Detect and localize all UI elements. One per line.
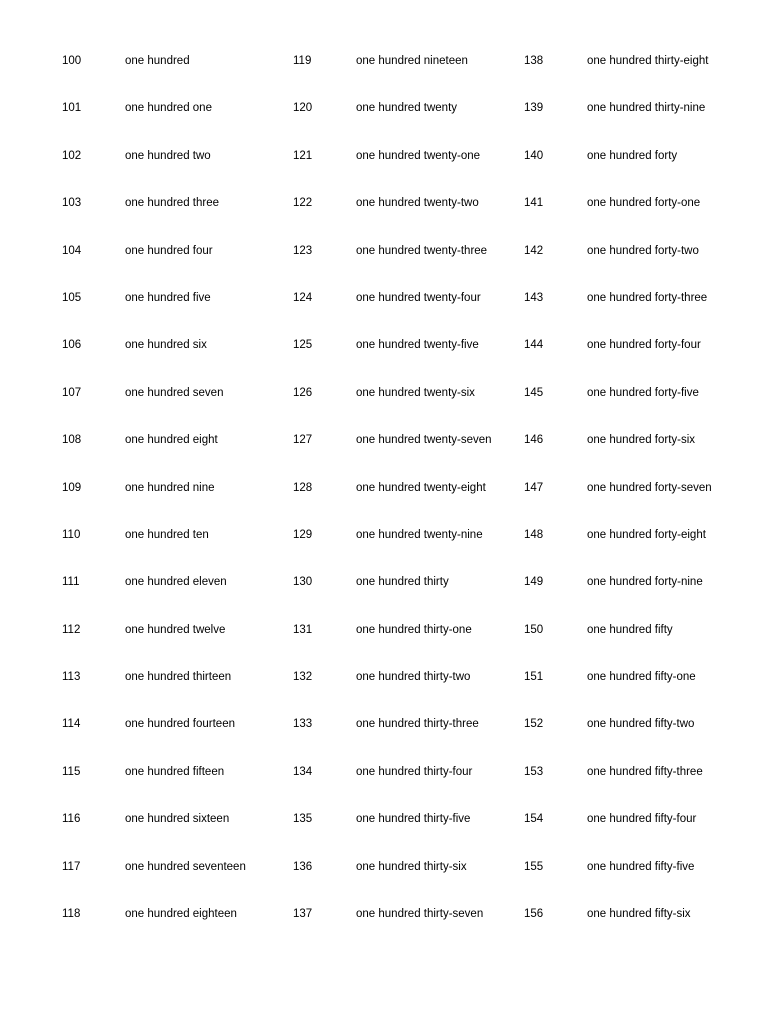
- number-words: one hundred thirty-six: [356, 860, 467, 873]
- number-row: [293, 669, 492, 716]
- number-value: 137: [293, 908, 313, 921]
- number-value: 113: [62, 671, 81, 684]
- number-words: one hundred ten: [125, 528, 209, 541]
- number-value: 124: [293, 291, 313, 304]
- number-value: 146: [524, 434, 544, 447]
- number-words: one hundred forty-one: [587, 197, 701, 210]
- number-words: one hundred seventeen: [125, 860, 246, 873]
- number-words: one hundred nine: [125, 481, 215, 494]
- number-row: [293, 148, 492, 195]
- number-words: one hundred twenty-nine: [356, 528, 483, 541]
- number-value: 125: [293, 339, 313, 352]
- number-value: 147: [524, 481, 544, 494]
- number-row: [524, 574, 712, 621]
- number-words: one hundred forty-nine: [587, 576, 703, 589]
- number-value: 115: [62, 765, 81, 778]
- number-column-1: [62, 53, 246, 953]
- number-value: 127: [293, 434, 313, 447]
- number-value: 149: [524, 576, 544, 589]
- number-words: one hundred one: [125, 102, 212, 115]
- number-value: 112: [62, 623, 81, 636]
- number-words: one hundred forty-four: [587, 339, 701, 352]
- number-value: 135: [293, 813, 313, 826]
- number-value: 110: [62, 528, 81, 541]
- number-row: [524, 432, 712, 479]
- number-value: 140: [524, 149, 544, 162]
- number-row: [293, 622, 492, 669]
- number-row: [62, 764, 246, 811]
- number-value: 142: [524, 244, 544, 257]
- number-words: one hundred fifty-one: [587, 671, 696, 684]
- number-value: 144: [524, 339, 544, 352]
- number-value: 148: [524, 528, 544, 541]
- number-row: [524, 337, 712, 384]
- number-row: [524, 669, 712, 716]
- number-row: [293, 716, 492, 763]
- number-value: 120: [293, 102, 313, 115]
- number-row: [293, 195, 492, 242]
- number-row: [524, 859, 712, 906]
- number-words: one hundred eight: [125, 434, 218, 447]
- number-words: one hundred seven: [125, 386, 224, 399]
- number-row: [62, 527, 246, 574]
- number-words: one hundred twenty-eight: [356, 481, 486, 494]
- number-value: 145: [524, 386, 544, 399]
- number-value: 141: [524, 197, 544, 210]
- number-words: one hundred fifty: [587, 623, 673, 636]
- number-row: [62, 480, 246, 527]
- number-words: one hundred twenty-two: [356, 197, 479, 210]
- number-words: one hundred forty-three: [587, 291, 708, 304]
- number-words: one hundred eleven: [125, 576, 227, 589]
- number-row: [524, 148, 712, 195]
- number-value: 100: [62, 55, 82, 67]
- number-words: one hundred thirty-eight: [587, 55, 709, 67]
- number-words: one hundred thirty-seven: [356, 908, 484, 921]
- number-value: 117: [62, 860, 81, 873]
- number-value: 118: [62, 908, 81, 921]
- number-row: [524, 527, 712, 574]
- number-row: [62, 243, 246, 290]
- number-value: 132: [293, 671, 313, 684]
- number-words: one hundred twenty-four: [356, 291, 481, 304]
- number-row: [293, 290, 492, 337]
- number-value: 128: [293, 481, 313, 494]
- number-column-2: [293, 53, 492, 953]
- number-value: 123: [293, 244, 313, 257]
- number-row: [293, 859, 492, 906]
- number-words: one hundred forty-six: [587, 434, 696, 447]
- number-words: one hundred four: [125, 244, 213, 257]
- number-value: 121: [293, 149, 313, 162]
- number-row: [62, 432, 246, 479]
- number-words: one hundred fourteen: [125, 718, 235, 731]
- number-value: 122: [293, 197, 313, 210]
- number-words: one hundred: [125, 55, 190, 67]
- number-row: [293, 337, 492, 384]
- number-row: [62, 337, 246, 384]
- number-row: [62, 53, 246, 100]
- number-words: one hundred forty-seven: [587, 481, 712, 494]
- number-value: 151: [524, 671, 544, 684]
- number-row: [524, 243, 712, 290]
- number-words: one hundred fifty-two: [587, 718, 695, 731]
- number-row: [62, 290, 246, 337]
- number-words: one hundred twenty-three: [356, 244, 488, 257]
- number-value: 156: [524, 908, 544, 921]
- number-row: [293, 527, 492, 574]
- number-value: 101: [62, 102, 82, 115]
- number-row: [62, 385, 246, 432]
- number-words: one hundred fifty-four: [587, 813, 697, 826]
- number-words: one hundred twenty-one: [356, 149, 481, 162]
- number-value: 104: [62, 244, 82, 257]
- number-row: [293, 53, 492, 100]
- number-value: 154: [524, 813, 544, 826]
- number-value: 103: [62, 197, 82, 210]
- number-row: [293, 906, 492, 953]
- number-value: 106: [62, 339, 82, 352]
- number-value: 143: [524, 291, 544, 304]
- number-words: one hundred forty-five: [587, 386, 699, 399]
- number-row: [62, 859, 246, 906]
- number-row: [293, 811, 492, 858]
- number-words: one hundred six: [125, 339, 207, 352]
- number-row: [524, 100, 712, 147]
- number-row: [62, 669, 246, 716]
- number-words: one hundred thirty-two: [356, 671, 471, 684]
- number-words: one hundred twenty: [356, 102, 458, 115]
- number-value: 153: [524, 765, 544, 778]
- number-row: [524, 290, 712, 337]
- number-words: one hundred fifty-six: [587, 908, 691, 921]
- number-row: [524, 195, 712, 242]
- number-value: 134: [293, 765, 313, 778]
- number-value: 139: [524, 102, 544, 115]
- number-value: 136: [293, 860, 313, 873]
- number-row: [524, 811, 712, 858]
- number-words: one hundred fifty-three: [587, 765, 703, 778]
- number-value: 126: [293, 386, 313, 399]
- number-value: 155: [524, 860, 544, 873]
- number-value: 109: [62, 481, 82, 494]
- number-row: [293, 480, 492, 527]
- number-value: 131: [293, 623, 313, 636]
- number-value: 102: [62, 149, 82, 162]
- number-row: [524, 480, 712, 527]
- number-row: [524, 906, 712, 953]
- number-value: 138: [524, 55, 544, 67]
- number-words: one hundred forty-two: [587, 244, 699, 257]
- number-words: one hundred thirty-four: [356, 765, 473, 778]
- number-words: one hundred twenty-six: [356, 386, 475, 399]
- number-row: [524, 53, 712, 100]
- number-words: one hundred thirty: [356, 576, 449, 589]
- number-value: 114: [62, 718, 81, 731]
- number-row: [293, 764, 492, 811]
- number-row: [293, 432, 492, 479]
- number-row: [62, 195, 246, 242]
- number-words: one hundred fifteen: [125, 765, 225, 778]
- number-words: one hundred forty-eight: [587, 528, 706, 541]
- number-value: 152: [524, 718, 544, 731]
- number-words: one hundred twenty-five: [356, 339, 479, 352]
- number-value: 150: [524, 623, 544, 636]
- number-words: one hundred thirty-three: [356, 718, 479, 731]
- number-row: [293, 574, 492, 621]
- number-column-3: [524, 53, 712, 953]
- number-words: one hundred five: [125, 291, 211, 304]
- number-words: one hundred thirteen: [125, 671, 232, 684]
- number-value: 133: [293, 718, 313, 731]
- number-row: [524, 716, 712, 763]
- number-words: one hundred twelve: [125, 623, 226, 636]
- number-words: one hundred two: [125, 149, 211, 162]
- number-row: [62, 622, 246, 669]
- number-row: [62, 811, 246, 858]
- number-row: [293, 385, 492, 432]
- number-words: one hundred twenty-seven: [356, 434, 492, 447]
- number-row: [62, 148, 246, 195]
- number-row: [524, 385, 712, 432]
- number-row: [293, 100, 492, 147]
- number-words: one hundred thirty-one: [356, 623, 472, 636]
- number-words: one hundred sixteen: [125, 813, 230, 826]
- number-value: 107: [62, 386, 82, 399]
- number-row: [62, 100, 246, 147]
- number-words: one hundred nineteen: [356, 55, 468, 67]
- number-words: one hundred fifty-five: [587, 860, 695, 873]
- number-words: one hundred forty: [587, 149, 678, 162]
- number-row: [62, 574, 246, 621]
- number-value: 119: [293, 55, 312, 67]
- number-row: [524, 622, 712, 669]
- number-words: one hundred thirty-five: [356, 813, 471, 826]
- number-row: [62, 716, 246, 763]
- number-value: 130: [293, 576, 313, 589]
- number-words: one hundred three: [125, 197, 219, 210]
- number-row: [62, 906, 246, 953]
- number-value: 111: [62, 576, 80, 589]
- number-value: 105: [62, 291, 82, 304]
- number-words: one hundred eighteen: [125, 908, 237, 921]
- number-row: [524, 764, 712, 811]
- number-value: 108: [62, 434, 82, 447]
- number-value: 116: [62, 813, 81, 826]
- number-value: 129: [293, 528, 313, 541]
- number-row: [293, 243, 492, 290]
- number-words: one hundred thirty-nine: [587, 102, 706, 115]
